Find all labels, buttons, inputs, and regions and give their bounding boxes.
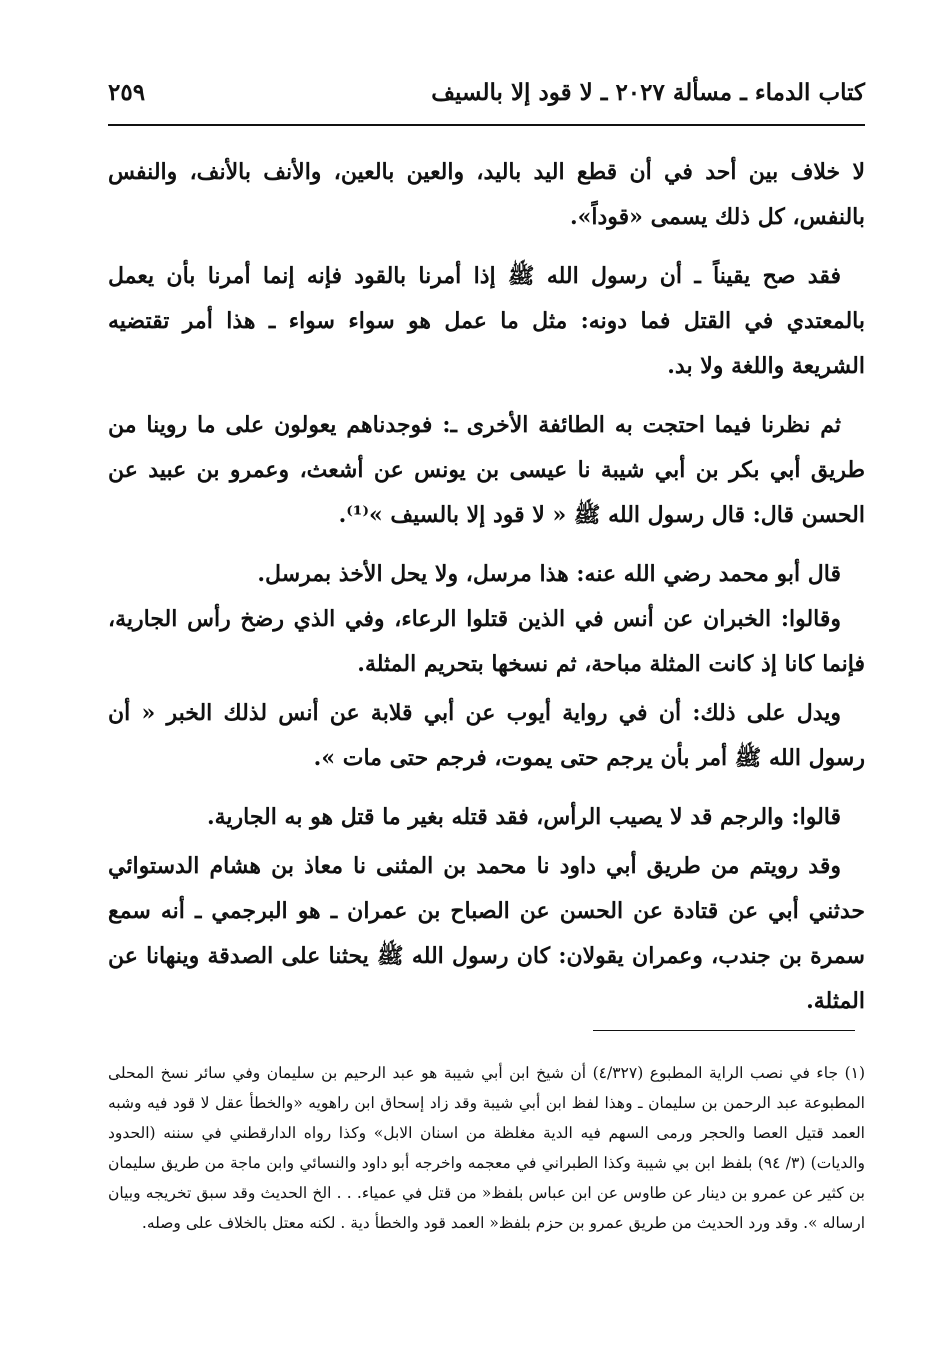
footnote-text: (١) جاء في نصب الراية المطبوع (٤/٣٢٧) أن شيخ ابن أبي شيبة هو عبد الرحيم بن سليمان وفي سائر نسخ المحلى المطبوعة عبد الرحمن بن سليمان ـ وهذا لفظ ابن أبي شيبة وقد زاد إسحاق ابن راهويه «والخطأ عقل لا قود فيه وشبه العمد قتيل العصا والحجر ورمى السهم فيه الدية مغلظة من اسنان الابل» وكذا رواه الدارقطني في سننه (الحدود والديات) (٣/ ٩٤) بلفظ ابن بي شيبة وكذا الطبراني في معجمه واخرجه أبو داود والنسائي وابن ماجة من طريق سليمان بن كثير عن عمرو بن دينار عن طاوس عن ابن عباس بلفظ« من قتل في عمياء. . . الخ الحديث وقد سبق تخريجه وبيان ارساله ». وقد ورد الحديث من طريق عمرو بن حزم بلفظ« العمد قود والخطأ دية . لكنه معتل بالخلاف على وصله. [108,1064,866,1232]
header-title: كتاب الدماء ـ مسألة ٢٠٢٧ ـ لا قود إلا بالسيف [431,78,865,106]
running-header [108,72,865,112]
paragraph: وقد رويتم من طريق أبي داود نا محمد بن المثنى نا معاذ بن هشام الدستوائي حدثني أبي عن قتادة عن الحسن عن الصباح بن عمران ـ هو البرجمي ـ أنه سمع سمرة بن جندب، وعمران يقولان: كان رسول الله ﷺ يحثنا على الصدقة وينهانا عن المثلة. [108,853,865,1014]
footnote-divider [593,1030,855,1031]
paragraph: وقالوا: الخبران عن أنس في الذين قتلوا الرعاء، وفي الذي رضخ رأس الجارية، فإنما كانا إذ كانت المثلة مباحة، ثم نسخها بتحريم المثلة. [108,606,865,677]
page-number: ٢٥٩ [108,78,146,106]
header-divider [108,124,865,126]
paragraph: فقد صح يقيناً ـ أن رسول الله ﷺ إذا أمرنا بالقود فإنه إنما أمرنا بأن يعمل بالمعتدي في القتل فما دونه: مثل ما عمل هو سواء سواء ـ هذا أمر تقتضيه الشريعة واللغة ولا بد. [108,263,865,379]
paragraph: قال أبو محمد رضي الله عنه: هذا مرسل، ولا يحل الأخذ بمرسل. [257,561,841,587]
main-text [108,150,865,1024]
paragraph: ثم نظرنا فيما احتجت به الطائفة الأخرى ـ: فوجدناهم يعولون على ما روينا من طريق أبي بكر بن أبي شيبة نا عيسى بن يونس عن أشعث، وعمرو بن عبيد عن الحسن قال: قال رسول الله ﷺ « لا قود إلا بالسيف »⁽¹⁾. [108,412,865,528]
paragraph: ويدل على ذلك: أن في رواية أيوب عن أبي قلابة عن أنس لذلك الخبر « أن رسول الله ﷺ أمر بأن يرجم حتى يموت، فرجم حتى مات ». [108,700,865,771]
paragraph: لا خلاف بين أحد في أن قطع اليد باليد، والعين بالعين، والأنف بالأنف، والنفس بالنفس، كل ذلك يسمى «قوداً». [108,159,865,230]
paragraph: قالوا: والرجم قد لا يصيب الرأس، فقد قتله بغير ما قتل هو به الجارية. [206,804,841,830]
footnote [108,1058,865,1238]
